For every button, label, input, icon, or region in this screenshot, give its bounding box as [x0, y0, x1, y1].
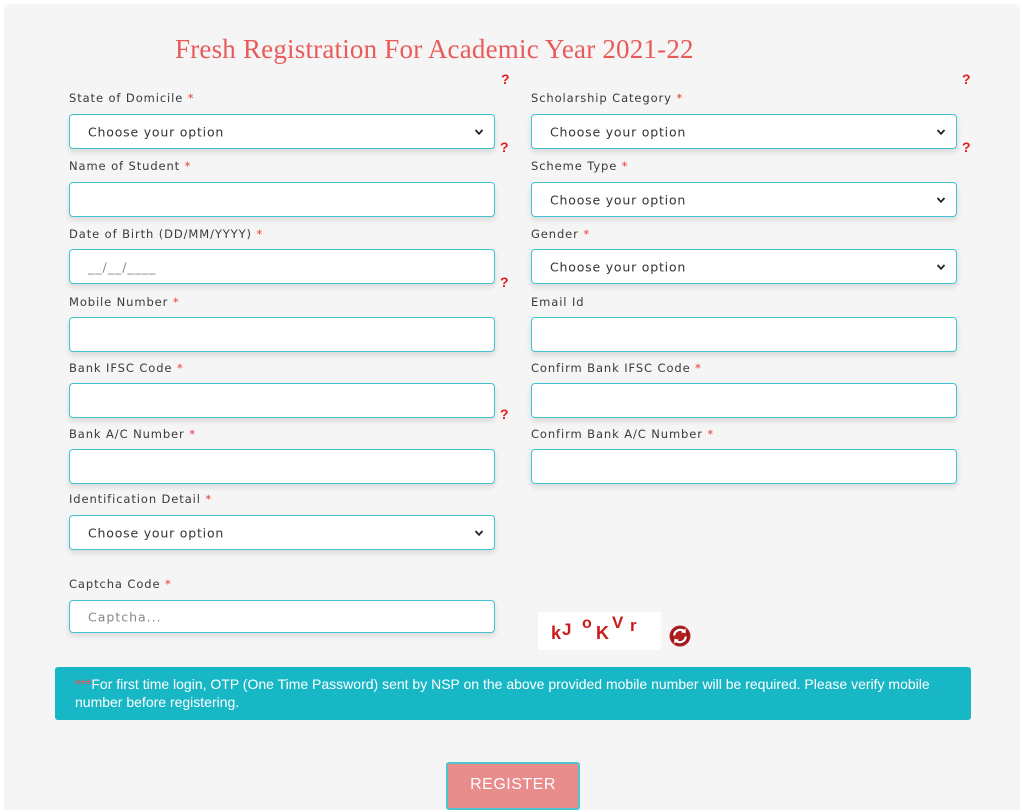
mobile-number-label: Mobile Number * [69, 295, 180, 309]
state-of-domicile-select[interactable]: Choose your option [69, 114, 495, 149]
date-of-birth-label: Date of Birth (DD/MM/YYYY) * [69, 227, 264, 241]
chevron-down-icon [936, 195, 946, 205]
chevron-down-icon [936, 127, 946, 137]
bank-ifsc-label: Bank IFSC Code * [69, 361, 184, 375]
email-id-input[interactable] [531, 317, 957, 352]
confirm-bank-ifsc-input[interactable] [531, 383, 957, 418]
name-of-student-input[interactable] [69, 182, 495, 217]
gender-select[interactable]: Choose your option [531, 249, 957, 284]
captcha-input[interactable]: Captcha... [69, 600, 495, 633]
bank-ac-number-label: Bank A/C Number * [69, 427, 196, 441]
bank-ifsc-input[interactable] [69, 383, 495, 418]
help-icon[interactable]: ? [501, 71, 510, 87]
scholarship-category-select[interactable]: Choose your option [531, 114, 957, 149]
help-icon[interactable]: ? [500, 139, 509, 155]
gender-label: Gender * [531, 227, 590, 241]
identification-detail-select[interactable]: Choose your option [69, 515, 495, 550]
otp-notice: ***For first time login, OTP (One Time Password) sent by NSP on the above provided mobile number will be required. Please verify mobile number before registering. [55, 667, 971, 720]
scholarship-category-label: Scholarship Category * [531, 91, 684, 105]
date-of-birth-input[interactable]: __/__/____ [69, 249, 495, 284]
help-icon[interactable]: ? [962, 71, 971, 87]
email-id-label: Email Id [531, 295, 585, 309]
refresh-icon[interactable] [668, 624, 692, 648]
confirm-bank-ac-number-label: Confirm Bank A/C Number * [531, 427, 715, 441]
identification-detail-label: Identification Detail * [69, 492, 213, 506]
chevron-down-icon [936, 262, 946, 272]
captcha-code-label: Captcha Code * [69, 577, 172, 591]
chevron-down-icon [474, 127, 484, 137]
scheme-type-select[interactable]: Choose your option [531, 182, 957, 217]
scheme-type-label: Scheme Type * [531, 159, 629, 173]
confirm-bank-ac-number-input[interactable] [531, 449, 957, 484]
chevron-down-icon [474, 528, 484, 538]
page-title: Fresh Registration For Academic Year 2021-22 [175, 34, 694, 64]
mobile-number-input[interactable] [69, 317, 495, 352]
help-icon[interactable]: ? [500, 274, 509, 290]
help-icon[interactable]: ? [500, 406, 509, 422]
register-button[interactable]: REGISTER [446, 762, 580, 810]
captcha-image: k J o K V r [538, 612, 661, 650]
name-of-student-label: Name of Student * [69, 159, 192, 173]
confirm-bank-ifsc-label: Confirm Bank IFSC Code * [531, 361, 702, 375]
help-icon[interactable]: ? [962, 139, 971, 155]
state-of-domicile-label: State of Domicile * [69, 91, 195, 105]
bank-ac-number-input[interactable] [69, 449, 495, 484]
